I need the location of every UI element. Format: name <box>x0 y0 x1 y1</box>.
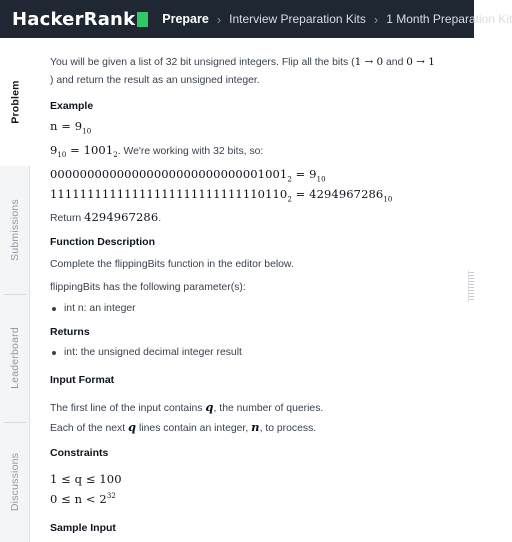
tab-submissions[interactable] <box>0 166 30 294</box>
math-subscript: 2 <box>287 175 292 184</box>
math-subscript: 2 <box>287 195 292 204</box>
input-text: lines contain an integer, <box>136 423 252 434</box>
math-nine: 9 <box>50 143 58 157</box>
input-text: Each of the next <box>50 423 128 434</box>
breadcrumb-1-month-kit[interactable]: 1 Month Preparation Kit <box>386 12 512 26</box>
math-binary: = 1001 <box>66 143 114 157</box>
example-return-line <box>50 209 161 227</box>
tab-leaderboard-label: Leaderboard <box>9 327 21 389</box>
input-format-heading: Input Format <box>50 374 115 386</box>
parameter-item <box>50 301 136 317</box>
bullet-icon <box>52 351 56 355</box>
math-equals-result: = 4294967286 <box>291 187 384 201</box>
math-var-q: q <box>127 420 137 434</box>
math-constraint-n: 0 ≤ n < 2 <box>50 492 107 506</box>
breadcrumb-interview-kits[interactable]: Interview Preparation Kits <box>229 12 366 26</box>
intro-and: and <box>383 57 407 68</box>
tab-problem[interactable] <box>0 38 31 166</box>
example-full-binary <box>50 166 326 184</box>
input-format-line-1 <box>50 399 323 417</box>
math-var-n: n <box>251 420 260 434</box>
math-flipped-binary: 11111111111111111111111111110110 <box>50 187 288 201</box>
math-subscript: 10 <box>316 175 326 184</box>
constraint-1: 1 ≤ q ≤ 100 <box>50 472 122 486</box>
tab-leaderboard[interactable] <box>0 294 30 422</box>
tab-discussions[interactable] <box>0 422 30 542</box>
math-equals-nine: = 9 <box>291 167 317 181</box>
hackerrank-logo[interactable] <box>12 9 148 30</box>
return-label: Return <box>50 213 85 224</box>
input-text: , to process. <box>259 423 317 434</box>
math-n-value: n = 9 <box>50 119 83 133</box>
math-subscript: 10 <box>57 151 67 160</box>
breadcrumb-chevron-icon: › <box>216 11 222 27</box>
panel-resize-handle[interactable] <box>468 270 474 302</box>
example-binary-line <box>50 142 263 160</box>
math-return-value: 4294967286 <box>84 210 159 224</box>
math-superscript: 32 <box>106 492 116 501</box>
sample-input-heading: Sample Input <box>50 522 116 534</box>
example-flipped-binary <box>50 186 392 204</box>
logo-text: HackerRank <box>12 8 136 30</box>
function-description-heading: Function Description <box>50 236 155 248</box>
math-var-q: q <box>205 400 214 414</box>
intro-text: You will be given a list of 32 bit unsigned integers. Flip all the bits ( <box>50 57 355 68</box>
input-text: , the number of queries. <box>213 403 324 414</box>
returns-text: int: the unsigned decimal integer result <box>64 347 242 358</box>
input-text: The first line of the input contains <box>50 403 206 414</box>
intro-line-2: ) and return the result as an unsigned integer. <box>50 75 260 86</box>
parameter-text: int n: an integer <box>64 303 136 314</box>
return-period: . <box>158 213 162 224</box>
tab-discussions-label: Discussions <box>9 452 21 512</box>
problem-statement <box>50 54 464 542</box>
example-n-equation <box>50 118 91 136</box>
returns-item <box>50 345 242 361</box>
input-format-line-2 <box>50 419 316 437</box>
intro-line-1 <box>50 54 435 71</box>
parameters-text: flippingBits has the following parameter(s): <box>50 282 246 293</box>
function-description-text: Complete the flippingBits function in the editor below. <box>50 259 294 270</box>
math-subscript: 2 <box>113 151 118 160</box>
logo-mark-icon <box>137 12 148 27</box>
math-flip-1-to-0: 1 → 0 <box>354 56 384 68</box>
tab-problem-label: Problem <box>9 80 22 124</box>
math-subscript: 10 <box>82 127 92 136</box>
constraints-heading: Constraints <box>50 447 109 459</box>
problem-sidebar-tabs <box>0 38 30 542</box>
top-nav-bar <box>0 0 512 38</box>
example-explanation: . We're working with 32 bits, so: <box>117 146 264 157</box>
breadcrumb-prepare[interactable]: Prepare <box>162 12 209 26</box>
tab-submissions-label: Submissions <box>9 199 22 261</box>
math-flip-0-to-1: 0 → 1 <box>406 56 435 68</box>
breadcrumb-chevron-icon: › <box>373 11 379 27</box>
example-heading: Example <box>50 100 94 112</box>
math-full-binary: 00000000000000000000000000001001 <box>50 167 288 181</box>
constraint-2 <box>50 491 116 509</box>
bullet-icon <box>52 307 56 311</box>
returns-heading: Returns <box>50 326 90 338</box>
math-subscript: 10 <box>383 195 393 204</box>
